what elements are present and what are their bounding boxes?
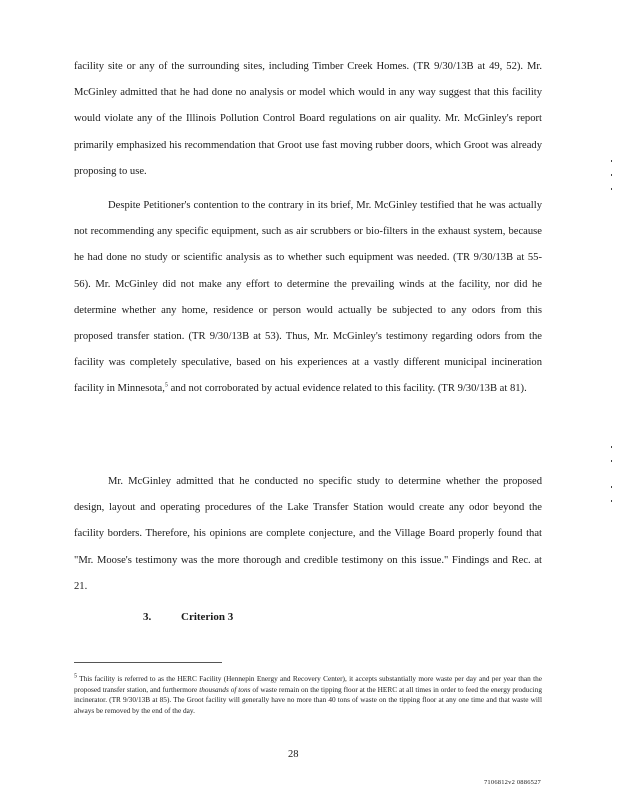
footnote-reference: 5 <box>164 382 168 389</box>
paragraph-3-text: Mr. McGinley admitted that he conducted no specific study to determine whether the proposed design, layout and operating procedures of the Lake Transfer Station would create any odor beyond the facility borders. Therefore, his opinions are complete conjecture, and the Village Board properly found that "Mr. Moose's testimony was the more thorough and credible testimony on this issue." Findings and Rec. at 21. <box>74 476 542 592</box>
section-title: Criterion 3 <box>181 611 234 623</box>
footnote-text-end: of waste remain on the tipping floor at the HERC at all times in order to feed the energy producing incinerator. (TR 9/30/13B at 85). The Groot facility will generally have no more than 40 tons of waste on the tipping floor at any one time and that waste will always be removed by the end of the day. <box>74 684 542 716</box>
body-paragraph-3 <box>74 469 542 600</box>
footnote-separator <box>74 662 222 663</box>
scan-mark <box>611 460 612 462</box>
document-id: 7106812v2 0886527 <box>483 779 541 786</box>
scan-mark <box>611 486 612 488</box>
section-number: 3. <box>143 611 152 623</box>
footnote <box>74 674 542 717</box>
footnote-text-start: This facility is referred to as the HERC Facility (Hennepin Energy and Recovery Center), it accepts substantially more waste per day and per year than the proposed transfer station, and furthermore <box>74 674 542 694</box>
body-paragraph-1 <box>74 54 542 185</box>
page-number: 28 <box>288 749 299 760</box>
scan-mark <box>611 446 612 448</box>
footnote-emphasis: thousands of tons <box>199 684 251 694</box>
body-paragraph-2 <box>74 193 542 403</box>
footnote-marker: 5 <box>74 673 77 680</box>
scan-mark <box>611 160 612 162</box>
scan-mark <box>611 188 612 190</box>
scan-mark <box>611 174 612 176</box>
paragraph-2-text-start: Despite Petitioner's contention to the contrary in its brief, Mr. McGinley testified that he was actually not recommending any specific equipment, such as air scrubbers or bio-filters in the exhaust system, because he had done no study or scientific analysis as to whether such equipment was needed. (TR 9/30/13B at 55-56). Mr. McGinley did not make any effort to determine the prevailing winds at the facility, nor did he determine whether any home, residence or person would actually be subjected to any odors from this proposed transfer station. (TR 9/30/13B at 53). Thus, Mr. McGinley's testimony regarding odors from the facility was completely speculative, based on his experiences at a vastly different municipal incineration facility in Minnesota, <box>74 200 542 395</box>
paragraph-2-text-end: and not corroborated by actual evidence related to this facility. (TR 9/30/13B at 81). <box>167 383 527 395</box>
paragraph-1-text: facility site or any of the surrounding sites, including Timber Creek Homes. (TR 9/30/13B at 49, 52). Mr. McGinley admitted that he had done no analysis or model which would in any way suggest that this facility would violate any of the Illinois Pollution Control Board regulations on air quality. Mr. McGinley's report primarily emphasized his recommendation that Groot use fast moving rubber doors, which Groot was already proposing to use. <box>74 61 542 177</box>
scan-mark <box>611 500 612 502</box>
section-heading <box>143 611 233 623</box>
